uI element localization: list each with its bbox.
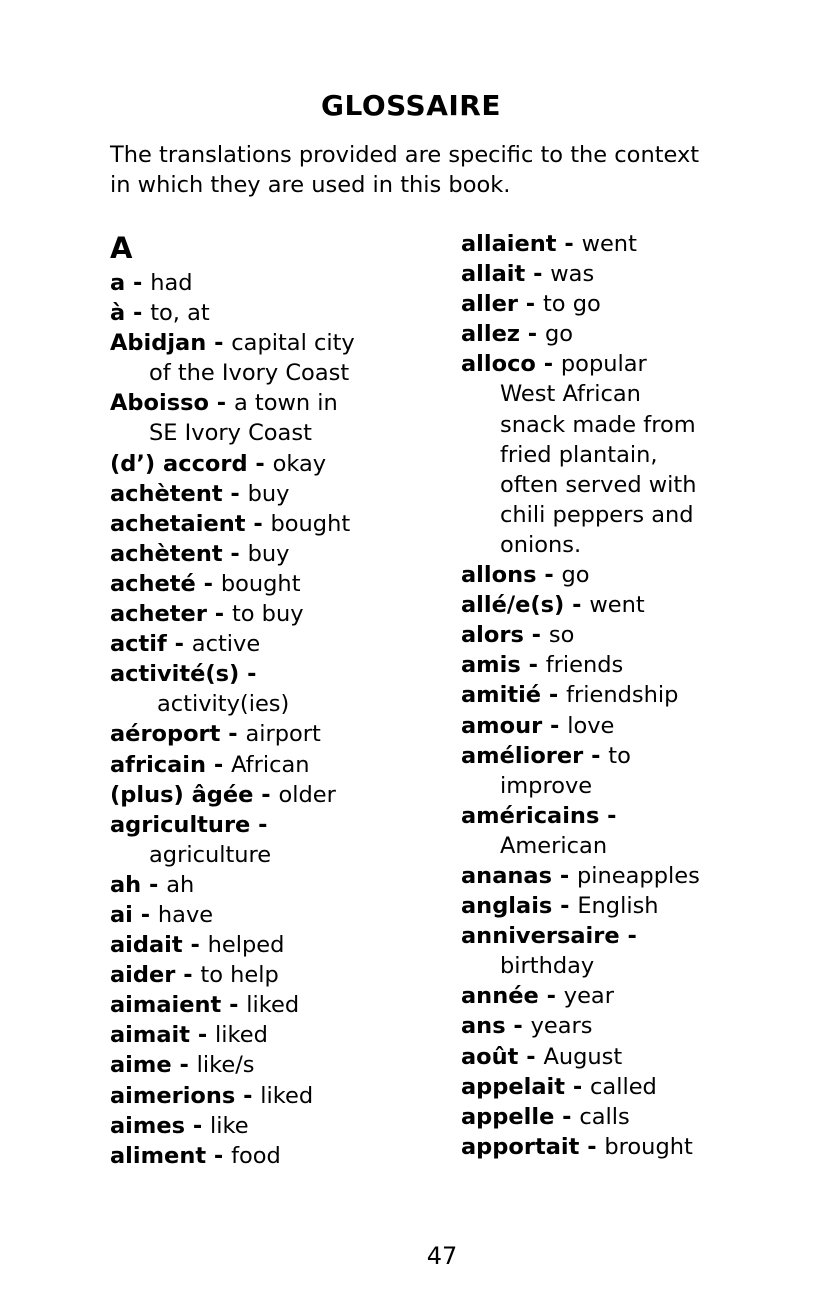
glossary-term: aéroport xyxy=(110,721,221,748)
glossary-term: ananas xyxy=(461,862,552,889)
glossary-term: acheter xyxy=(110,601,207,628)
glossary-entry xyxy=(461,289,791,319)
glossary-term: américains xyxy=(461,802,600,829)
glossary-entry xyxy=(110,449,440,479)
glossary-term: aimes xyxy=(110,1112,185,1139)
glossary-definition: liked xyxy=(246,992,300,1019)
glossary-entry xyxy=(110,1050,440,1080)
glossary-definition: active xyxy=(191,631,261,658)
glossary-entry xyxy=(461,650,791,680)
glossary-separator: - xyxy=(517,291,543,318)
glossary-term: allé/e(s) xyxy=(461,592,565,619)
glossary-entry xyxy=(110,990,440,1020)
glossary-term: anglais xyxy=(461,893,553,920)
glossary-entry xyxy=(461,981,791,1011)
glossary-term: aimaient xyxy=(110,992,222,1019)
glossary-separator: - xyxy=(221,992,247,1019)
glossary-separator: - xyxy=(247,450,273,477)
glossary-separator: - xyxy=(564,592,590,619)
glossary-definition: to go xyxy=(542,291,601,318)
glossary-separator: - xyxy=(239,661,257,688)
glossary-entry xyxy=(110,569,440,599)
glossary-term: améliorer xyxy=(461,742,584,769)
glossary-definition: like xyxy=(210,1112,249,1139)
intro-line: The translations provided are specific to the context xyxy=(110,142,700,168)
glossary-term: année xyxy=(461,983,539,1010)
glossary-separator: - xyxy=(565,1073,591,1100)
glossary-entry xyxy=(110,539,440,569)
glossary-separator: - xyxy=(541,682,567,709)
glossary-term: appelle xyxy=(461,1103,555,1130)
glossary-definition: popular xyxy=(560,351,647,378)
glossary-definition: went xyxy=(581,231,637,257)
glossary-term: Abidjan xyxy=(110,330,207,357)
glossary-separator: - xyxy=(520,652,546,679)
glossary-separator: - xyxy=(185,1112,211,1139)
glossary-term: aimait xyxy=(110,1022,190,1049)
glossary-term: amitié xyxy=(461,682,542,709)
glossary-definition: to help xyxy=(200,962,279,989)
glossary-term: actif xyxy=(110,631,167,658)
glossary-separator: - xyxy=(222,480,248,507)
glossary-entry xyxy=(461,861,791,891)
section-letter: A xyxy=(110,231,133,265)
glossary-term: a xyxy=(110,270,126,296)
glossary-entry xyxy=(110,870,440,900)
glossary-continuation: often served with xyxy=(500,471,697,498)
glossary-term: appelait xyxy=(461,1073,566,1100)
glossary-separator: - xyxy=(579,1133,605,1160)
glossary-separator: - xyxy=(556,231,582,257)
glossary-continuation: West African xyxy=(500,381,641,408)
glossary-separator: - xyxy=(245,510,271,537)
glossary-definition: to buy xyxy=(231,601,304,628)
glossary-definition: calls xyxy=(579,1103,630,1130)
glossary-definition: helped xyxy=(207,932,285,959)
glossary-term: achetaient xyxy=(110,510,246,537)
glossary-term: aller xyxy=(461,291,518,318)
glossary-entry xyxy=(461,560,791,590)
glossary-separator: - xyxy=(551,862,577,889)
glossary-separator: - xyxy=(554,1103,580,1130)
glossary-definition: buy xyxy=(247,540,290,567)
glossary-term: août xyxy=(461,1043,519,1070)
glossary-entry xyxy=(110,599,440,629)
glossary-entry xyxy=(110,1081,440,1111)
intro-text xyxy=(110,140,750,200)
glossary-term: activité(s) xyxy=(110,661,240,688)
glossary-entry xyxy=(110,509,440,539)
glossary-term: aime xyxy=(110,1052,172,1079)
glossary-term: (plus) âgée xyxy=(110,781,254,808)
glossary-entry xyxy=(461,1132,791,1162)
glossary-entry xyxy=(110,780,440,810)
glossary-term: anniversaire xyxy=(461,923,620,950)
glossary-definition: to xyxy=(608,742,631,769)
glossary-term: alors xyxy=(461,622,524,649)
glossary-definition: a town in xyxy=(233,390,338,417)
glossary-separator: - xyxy=(519,321,545,348)
glossary-continuation: snack made from xyxy=(500,411,696,438)
glossary-separator: - xyxy=(171,1052,197,1079)
intro-line: in which they are used in this book. xyxy=(110,172,511,198)
glossary-entry xyxy=(461,229,791,259)
glossary-separator: - xyxy=(542,712,568,739)
glossary-entry xyxy=(110,900,440,930)
glossary-entry xyxy=(110,1111,440,1141)
glossary-column-right xyxy=(461,229,791,1162)
glossary-continuation: American xyxy=(500,832,608,859)
glossary-term: (d’) accord xyxy=(110,450,248,477)
glossary-definition: capital city xyxy=(231,330,355,357)
glossary-continuation: of the Ivory Coast xyxy=(149,360,350,387)
glossary-entry xyxy=(461,1072,791,1102)
glossary-separator: - xyxy=(552,893,578,920)
glossary-entry xyxy=(110,810,440,840)
glossary-term: acheté xyxy=(110,570,196,597)
glossary-separator: - xyxy=(182,932,208,959)
glossary-entry xyxy=(110,388,440,418)
glossary-definition: to, at xyxy=(150,300,210,327)
glossary-definition: okay xyxy=(272,450,327,477)
glossary-definition: like/s xyxy=(196,1052,255,1079)
glossary-definition: liked xyxy=(260,1082,314,1109)
glossary-entry xyxy=(461,1042,791,1072)
glossary-entry xyxy=(461,891,791,921)
glossary-separator: - xyxy=(125,300,151,327)
glossary-definition: buy xyxy=(247,480,290,507)
glossary-entry xyxy=(110,960,440,990)
glossary-term: ah xyxy=(110,871,142,898)
glossary-continuation: chili peppers and xyxy=(500,501,694,528)
glossary-definition: friends xyxy=(545,652,624,679)
glossary-term: allaient xyxy=(461,231,557,257)
page-title: GLOSSAIRE xyxy=(321,89,501,122)
glossary-entry xyxy=(461,801,791,831)
glossary-separator: - xyxy=(195,570,221,597)
glossary-entry xyxy=(110,629,440,659)
glossary-separator: - xyxy=(619,923,637,950)
glossary-separator: - xyxy=(206,1142,232,1169)
glossary-term: africain xyxy=(110,751,207,778)
glossary-term: aimerions xyxy=(110,1082,236,1109)
glossary-definition: so xyxy=(548,622,575,649)
glossary-continuation: onions. xyxy=(500,531,582,558)
glossary-entry xyxy=(110,1020,440,1050)
glossary-definition: bought xyxy=(270,510,351,537)
glossary-continuation: agriculture xyxy=(149,841,272,868)
glossary-separator: - xyxy=(141,871,167,898)
glossary-separator: - xyxy=(599,802,617,829)
glossary-definition: have xyxy=(157,901,214,928)
glossary-continuation: birthday xyxy=(500,953,595,980)
glossary-separator: - xyxy=(166,631,192,658)
glossary-entry xyxy=(110,298,440,328)
glossary-term: allez xyxy=(461,321,520,348)
glossary-separator: - xyxy=(535,351,561,378)
glossary-entry xyxy=(461,349,791,379)
glossary-term: apportait xyxy=(461,1133,580,1160)
glossary-term: allons xyxy=(461,562,537,589)
glossary-definition: go xyxy=(544,321,574,348)
glossary-term: aider xyxy=(110,962,176,989)
glossary-separator: - xyxy=(206,330,232,357)
glossary-definition: airport xyxy=(245,721,321,748)
glossary-definition: friendship xyxy=(566,682,679,709)
glossary-definition: pineapples xyxy=(577,862,700,889)
glossary-entry xyxy=(461,620,791,650)
glossary-term: achètent xyxy=(110,480,223,507)
glossary-separator: - xyxy=(253,781,279,808)
glossary-entry xyxy=(461,319,791,349)
glossary-entry xyxy=(110,719,440,749)
glossary-separator: - xyxy=(250,811,268,838)
glossary-definition: ah xyxy=(166,871,195,898)
glossary-entry xyxy=(110,479,440,509)
glossary-continuation: activity(ies) xyxy=(157,691,290,718)
glossary-separator: - xyxy=(190,1022,216,1049)
glossary-entry xyxy=(110,750,440,780)
glossary-separator: - xyxy=(132,901,158,928)
glossary-definition: African xyxy=(231,751,310,778)
glossary-separator: - xyxy=(505,1013,531,1040)
glossary-entry xyxy=(110,268,440,298)
glossary-entry xyxy=(461,1102,791,1132)
glossary-term: agriculture xyxy=(110,811,251,838)
glossary-continuation: improve xyxy=(500,772,593,799)
glossary-term: alloco xyxy=(461,351,536,378)
glossary-definition: called xyxy=(590,1073,657,1100)
glossary-entry xyxy=(461,711,791,741)
glossary-term: aidait xyxy=(110,932,183,959)
glossary-term: à xyxy=(110,300,126,327)
glossary-definition: had xyxy=(150,270,193,296)
glossary-separator: - xyxy=(525,261,551,288)
glossary-separator: - xyxy=(175,962,201,989)
glossary-definition: love xyxy=(567,712,615,739)
glossary-term: allait xyxy=(461,261,526,288)
glossary-term: ans xyxy=(461,1013,506,1040)
glossary-term: Aboisso xyxy=(110,390,209,417)
glossary-definition: liked xyxy=(215,1022,268,1049)
glossary-entry xyxy=(461,921,791,951)
glossary-definition: food xyxy=(231,1142,281,1169)
glossary-separator: - xyxy=(583,742,609,769)
glossary-entry xyxy=(110,930,440,960)
glossary-definition: years xyxy=(530,1013,593,1040)
glossary-separator: - xyxy=(125,270,151,296)
glossary-separator: - xyxy=(208,390,234,417)
glossary-separator: - xyxy=(222,540,248,567)
glossary-continuation: SE Ivory Coast xyxy=(149,420,312,447)
glossary-separator: - xyxy=(206,751,232,778)
glossary-entry xyxy=(461,590,791,620)
glossary-entry xyxy=(461,741,791,771)
glossary-column-left xyxy=(110,268,440,1171)
glossary-separator: - xyxy=(235,1082,261,1109)
glossary-definition: year xyxy=(563,983,614,1010)
glossary-separator: - xyxy=(536,562,562,589)
glossary-separator: - xyxy=(538,983,564,1010)
glossary-separator: - xyxy=(518,1043,544,1070)
glossary-definition: English xyxy=(577,893,659,920)
page-number: 47 xyxy=(426,1242,458,1270)
glossary-definition: went xyxy=(589,592,645,619)
glossary-definition: go xyxy=(561,562,590,589)
glossary-definition: August xyxy=(543,1043,623,1070)
glossary-separator: - xyxy=(206,601,232,628)
glossary-entry xyxy=(110,328,440,358)
glossary-term: ai xyxy=(110,901,133,928)
glossary-entry xyxy=(110,1141,440,1171)
glossary-entry xyxy=(461,680,791,710)
glossary-entry xyxy=(110,659,440,689)
glossary-separator: - xyxy=(220,721,246,748)
glossary-entry xyxy=(461,259,791,289)
glossary-definition: brought xyxy=(604,1133,693,1160)
glossary-definition: was xyxy=(550,261,595,288)
glossary-term: achètent xyxy=(110,540,223,567)
glossary-definition: older xyxy=(278,781,336,808)
glossary-term: aliment xyxy=(110,1142,207,1169)
glossary-continuation: fried plantain, xyxy=(500,441,658,468)
glossary-entry xyxy=(461,1011,791,1041)
glossary-term: amis xyxy=(461,652,521,679)
glossary-term: amour xyxy=(461,712,543,739)
glossary-separator: - xyxy=(523,622,549,649)
glossary-definition: bought xyxy=(220,570,301,597)
